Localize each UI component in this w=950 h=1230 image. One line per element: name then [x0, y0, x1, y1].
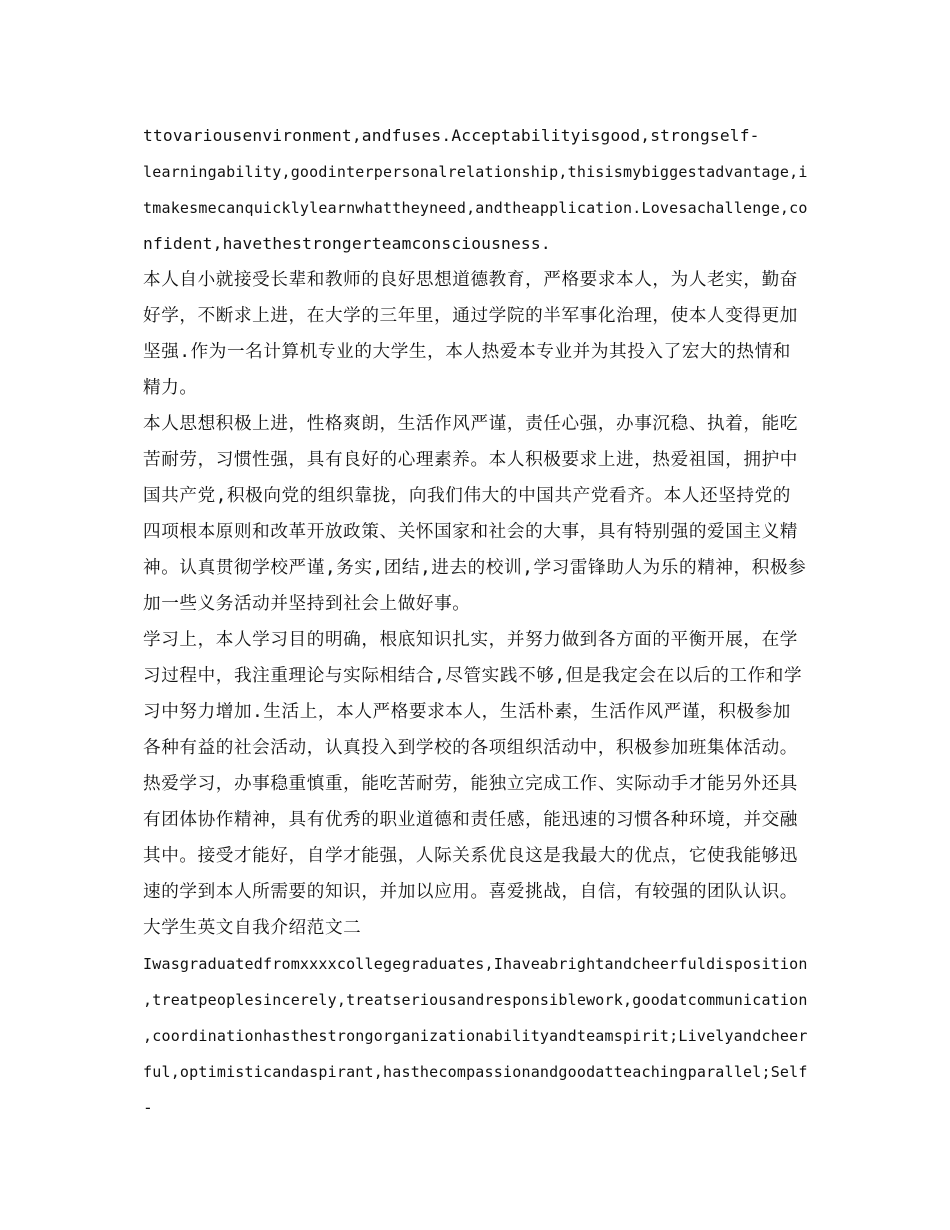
text-line: 习过程中，我注重理论与实际相结合,尽管实践不够,但是我定会在以后的工作和学	[143, 666, 803, 686]
document-page	[143, 118, 813, 1126]
text-line: 苦耐劳，习惯性强，具有良好的心理素养。本人积极要求上进，热爱祖国，拥护中	[143, 450, 798, 470]
section-heading: 大学生英文自我介绍范文二	[143, 918, 362, 938]
text-line: 坚强.作为一名计算机专业的大学生，本人热爱本专业并为其投入了宏大的热情和	[143, 342, 791, 362]
text-line: 有团体协作精神，具有优秀的职业道德和责任感，能迅速的习惯各种环境，并交融	[143, 810, 798, 830]
text-line: -	[143, 1098, 153, 1117]
text-line: 本人思想积极上进，性格爽朗，生活作风严谨，责任心强，办事沉稳、执着，能吃	[143, 414, 798, 434]
text-line: 其中。接受才能好，自学才能强，人际关系优良这是我最大的优点，它使我能够迅	[143, 846, 798, 866]
text-line: ful,optimisticandaspirant,hasthecompassionandgoodatteachingparallel;Self	[143, 1063, 808, 1081]
text-line: Iwasgraduatedfromxxxxcollegegraduates,Ihaveabrightandcheerfuldisposition	[143, 955, 808, 973]
text-line: 好学，不断求上进，在大学的三年里，通过学院的半军事化治理，使本人变得更加	[143, 306, 798, 326]
text-line: learningability,goodinterpersonalrelationship,thisismybiggestadvantage,i	[143, 163, 808, 181]
text-line: 习中努力增加.生活上，本人严格要求本人，生活朴素，生活作风严谨，积极参加	[143, 702, 791, 722]
text-line: tmakesmecanquicklylearnwhattheyneed,andtheapplication.Lovesachallenge,co	[143, 199, 808, 217]
text-line: 学习上，本人学习目的明确，根底知识扎实，并努力做到各方面的平衡开展，在学	[143, 630, 798, 650]
text-line: ,coordinationhasthestrongorganizationabilityandteamspirit;Livelyandcheer	[143, 1027, 808, 1045]
text-line: 热爱学习，办事稳重慎重，能吃苦耐劳，能独立完成工作、实际动手才能另外还具	[143, 774, 798, 794]
text-line: ttovariousenvironment,andfuses.Acceptabilityisgood,strongself-	[143, 126, 760, 145]
text-line: 四项根本原则和改革开放政策、关怀国家和社会的大事，具有特别强的爱国主义精	[143, 522, 798, 542]
text-line: 神。认真贯彻学校严谨,务实,团结,进去的校训,学习雷锋助人为乐的精神，积极参	[143, 558, 807, 578]
text-line: 各种有益的社会活动，认真投入到学校的各项组织活动中，积极参加班集体活动。	[143, 738, 798, 758]
text-line: 速的学到本人所需要的知识，并加以应用。喜爱挑战，自信，有较强的团队认识。	[143, 882, 798, 902]
text-line: ,treatpeoplesincerely,treatseriousandresponsiblework,goodatcommunication	[143, 991, 808, 1009]
text-line: nfident,havethestrongerteamconsciousness.	[143, 234, 551, 253]
text-line: 加一些义务活动并坚持到社会上做好事。	[143, 594, 471, 614]
text-line: 精力。	[143, 378, 198, 398]
text-line: 国共产党,积极向党的组织靠拢，向我们伟大的中国共产党看齐。本人还坚持党的	[143, 486, 791, 506]
text-line: 本人自小就接受长辈和教师的良好思想道德教育，严格要求本人，为人老实，勤奋	[143, 270, 798, 290]
